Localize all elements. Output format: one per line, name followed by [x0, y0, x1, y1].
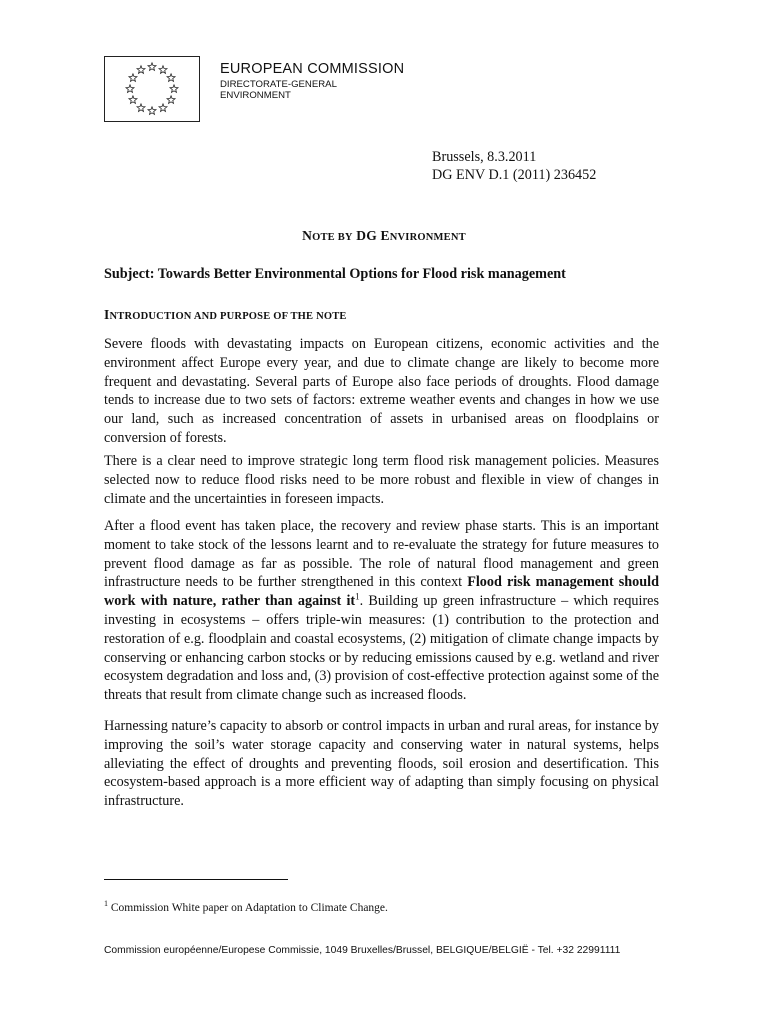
title-part: OTE BY — [312, 232, 353, 243]
section-heading — [104, 306, 347, 324]
footnote-text: Commission White paper on Adaptation to Climate Change. — [108, 902, 388, 914]
footnote-reference[interactable]: 1 — [355, 591, 360, 602]
star-icon — [126, 85, 134, 93]
reference-block — [432, 148, 596, 184]
star-icon — [170, 85, 178, 93]
star-icon — [159, 66, 167, 74]
organization-name: EUROPEAN COMMISSION — [220, 61, 405, 77]
star-icon — [167, 96, 175, 104]
paragraph-text: . Building up green infrastructure – which requires investing in ecosystems – offers triple-win measures: (1) contribution to the protection and restoration of e.g. floodplain and coastal ecosystems, (2) mitigation of climate change impacts by conserving or enhancing carbon stocks or by reducing emissions caused by e.g. wetland and river ecosystem degradation and loss and, (3) provision of cost-effective protection against some of the threats that result from climate change such as increased floods. — [104, 593, 660, 704]
heading-part: I — [104, 307, 110, 322]
title-part: NVIRONMENT — [389, 232, 466, 243]
star-icon — [129, 96, 137, 104]
star-icon — [129, 74, 137, 82]
body-paragraph: Severe floods with devastating impacts on European citizens, economic activities and the environment affect Europe every year, and due to climate change are likely to become more frequent and devastating. Several parts of Europe also face periods of droughts. Flood damage tends to increase due to two sets of factors: extreme weather events and changes in how we use our land, such as increased concentration of assets in urbanised areas on floodplains or conversion of forests. — [104, 336, 659, 446]
subject-line: Subject: Towards Better Environmental Options for Flood risk management — [104, 266, 566, 282]
eu-stars-logo-icon — [104, 56, 200, 122]
place-date: Brussels, 8.3.2011 — [432, 149, 537, 165]
heading-part: NTRODUCTION AND PURPOSE OF THE NOTE — [109, 311, 347, 322]
title-part: N — [302, 228, 313, 243]
body-paragraph — [104, 517, 659, 705]
directorate-label: DIRECTORATE-GENERAL — [220, 79, 337, 90]
star-icon — [159, 104, 167, 112]
star-icon — [167, 74, 175, 82]
star-icon — [148, 107, 156, 115]
footnote-divider — [104, 879, 288, 880]
title-part: E — [380, 228, 390, 243]
page-footer-address: Commission européenne/Europese Commissie, 1049 Bruxelles/Brussel, BELGIQUE/BELGIË - Tel. +32 22991111 — [104, 945, 621, 956]
body-paragraph: Harnessing nature’s capacity to absorb or control impacts in urban and rural areas, for instance by improving the soil’s water storage capacity and conserving water in natural systems, helps alleviating the effect of droughts and preventing floods, soil erosion and desertification. This ecosystem-based approach is a more efficient way of adapting than simply focusing on physical infrastructure. — [104, 718, 659, 810]
organization-subunit — [220, 79, 337, 101]
emphasis-text: Flood risk management should work with nature, rather than against it — [104, 574, 659, 610]
body-paragraph: There is a clear need to improve strategic long term flood risk management policies. Measures selected now to reduce flood risks need to be more robust and flexible in view of changes in climate and the uncertainties in foreseen impacts. — [104, 453, 659, 507]
paragraph-text: After a flood event has taken place, the recovery and review phase starts. This is an important moment to take stock of the lessons learnt and to re-evaluate the strategy for future measures to prevent flood damage as far as possible. The role of natural flood management and green infrastructure needs to be further strengthened in this context — [104, 518, 659, 591]
footnote — [104, 899, 388, 914]
reference-number: DG ENV D.1 (2011) 236452 — [432, 167, 597, 183]
star-icon — [148, 63, 156, 71]
note-title — [0, 228, 768, 244]
title-part: DG — [352, 228, 381, 243]
department-label: ENVIRONMENT — [220, 90, 291, 101]
star-icon — [137, 104, 145, 112]
star-icon — [137, 66, 145, 74]
eu-stars-circle — [105, 57, 199, 121]
footnote-number: 1 — [104, 899, 108, 909]
